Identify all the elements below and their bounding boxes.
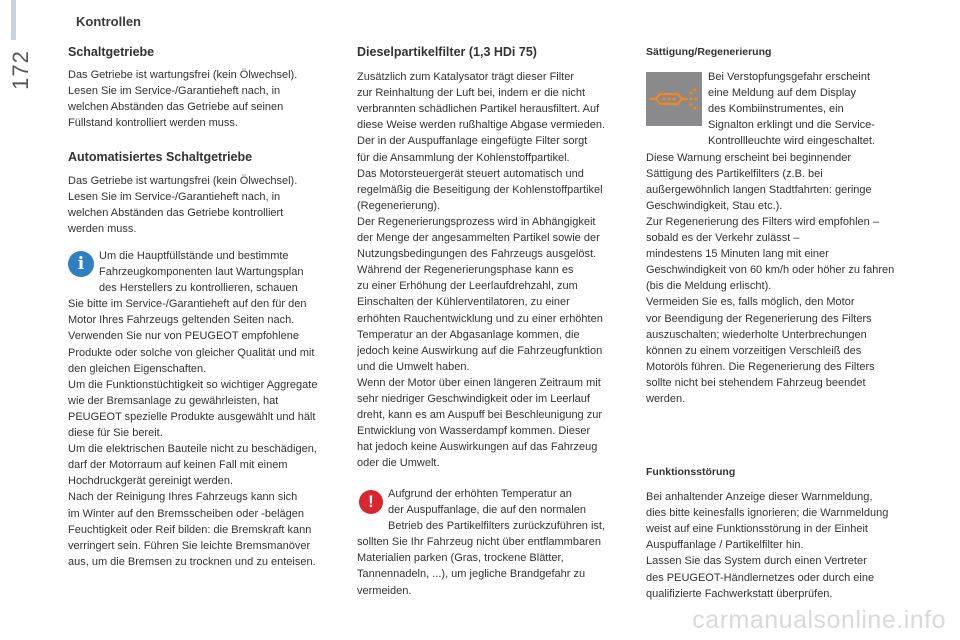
paragraph-funktionsstoerung xyxy=(646,489,918,602)
text-line: Tannennadeln, ...), um jegliche Brandgefahr zu xyxy=(357,568,586,581)
text-line: eine Meldung auf dem Display xyxy=(708,87,856,100)
text-line: Motor Ihres Fahrzeugs geltenden Seiten nach. xyxy=(68,314,295,327)
paragraph-saettigung xyxy=(646,150,918,408)
text-line: Nutzungsbedingungen des Fahrzeugs ausgelöst. xyxy=(357,248,597,261)
text-line: außergewöhnlich langen Stadtfahrten: geringe xyxy=(646,183,872,196)
text-line: sollte nicht bei stehendem Fahrzeug beendet xyxy=(646,376,866,389)
heading-funktionsstoerung: Funktionsstörung xyxy=(646,466,736,478)
text-line: diese für Sie bereit. xyxy=(68,427,163,440)
text-line: und die Umwelt haben. xyxy=(357,360,470,373)
text-line: Um die Hauptfüllstände und bestimmte xyxy=(99,250,289,262)
text-line: (Regenerierung). xyxy=(357,199,441,212)
warning-box xyxy=(357,486,629,599)
text-line: mindestens 15 Minuten lang mit einer xyxy=(646,248,829,261)
text-line: Geschwindigkeit, Stau etc.). xyxy=(646,199,783,212)
text-line: PEUGEOT spezielle Produkte ausgewählt und hält xyxy=(68,410,316,423)
text-line: weist auf eine Funktionsstörung in der Einheit xyxy=(646,523,868,536)
text-line: Diese Warnung erscheint bei beginnender xyxy=(646,151,852,164)
info-icon: i xyxy=(68,251,94,277)
text-line: (bis die Meldung erlischt). xyxy=(646,280,772,293)
info-text xyxy=(68,296,344,570)
text-line: Signalton erklingt und die Service- xyxy=(708,119,875,132)
info-text-indented xyxy=(68,248,344,296)
text-line: Motoröls führen. Die Regenerierung des Filters xyxy=(646,360,875,373)
text-line: Produkte oder solche von gleicher Qualität und mit xyxy=(68,346,315,359)
text-line: Lassen Sie das System durch einen Vertreter xyxy=(646,555,867,568)
text-line: Lesen Sie im Service-/Garantieheft nach, in xyxy=(68,190,281,203)
text-line: zur Reinhaltung der Luft bei, indem er die nicht xyxy=(357,87,586,100)
text-line: dreht, kann es am Auspuff bei Beschleunigung zur xyxy=(357,409,603,422)
text-line: wie der Bremsanlage zu gewährleisten, hat xyxy=(68,394,279,407)
column-3 xyxy=(646,44,918,407)
text-line: Das Getriebe ist wartungsfrei (kein Ölwechsel). xyxy=(68,174,298,187)
warning-text xyxy=(357,534,629,598)
text-line: auszuschalten; wiederholte Unterbrechungen xyxy=(646,328,867,341)
text-line: Kontrollleuchte wird eingeschaltet. xyxy=(708,135,875,148)
text-line: sobald es der Verkehr zulässt – xyxy=(646,232,800,245)
text-line: Temperatur an der Abgasanlage kommen, die xyxy=(357,328,580,341)
text-line: den gleichen Eigenschaften. xyxy=(68,362,207,375)
text-line: Betrieb des Partikelfilters zurückzuführen ist, xyxy=(388,520,606,533)
text-line: Das Getriebe ist wartungsfrei (kein Ölwechsel). xyxy=(68,69,298,82)
text-line: Bei anhaltender Anzeige dieser Warnmeldung, xyxy=(646,491,873,504)
column-2 xyxy=(357,44,629,471)
text-line: Nach der Reinigung Ihres Fahrzeugs kann sich xyxy=(68,491,298,504)
page-number: 172 xyxy=(8,50,33,90)
text-line: Während der Regenerierungsphase kann es xyxy=(357,264,574,277)
text-line: im Winter auf den Bremsscheiben oder -belägen xyxy=(68,507,305,520)
text-line: darf der Motorraum auf keinen Fall mit einem xyxy=(68,459,288,472)
text-line: Aufgrund der erhöhten Temperatur an xyxy=(388,488,572,500)
text-line: Um die elektrischen Bauteile nicht zu beschädigen, xyxy=(68,443,317,456)
text-line: Um die Funktionstüchtigkeit so wichtiger Aggregate xyxy=(68,378,318,391)
text-line: Hochdruckgerät gereinigt werden. xyxy=(68,475,234,488)
paragraph-schaltgetriebe xyxy=(68,67,344,131)
text-line: Sie bitte im Service-/Garantieheft auf den für den xyxy=(68,298,307,311)
text-line: Einschalten der Kühlerventilatoren, zu einer xyxy=(357,296,570,309)
text-line: verringert sein. Führen Sie leichte Bremsmanöver xyxy=(68,539,311,552)
page-section-title: Kontrollen xyxy=(76,14,141,29)
text-line: welchen Abständen das Getriebe kontrolliert xyxy=(68,206,284,219)
text-line: für die Ansammlung der Kohlenstoffpartikel. xyxy=(357,151,570,164)
text-line: Geschwindigkeit von 60 km/h oder höher zu fahren xyxy=(646,264,895,277)
text-line: Zusätzlich zum Katalysator trägt dieser Filter xyxy=(357,71,575,84)
text-line: Sättigung des Partikelfilters (z.B. bei xyxy=(646,167,823,180)
text-line: Fahrzeugkomponenten laut Wartungsplan xyxy=(99,266,304,279)
text-line: hat jedoch keine Auswirkungen auf das Fahrzeug xyxy=(357,441,598,454)
text-line: sollten Sie Ihr Fahrzeug nicht über entflammbaren xyxy=(357,536,601,549)
text-line: qualifizierte Fachwerkstatt überprüfen. xyxy=(646,587,833,600)
text-line: Entwicklung von Wasserdampf kommen. Dieser xyxy=(357,425,591,438)
text-line: Lesen Sie im Service-/Garantieheft nach, in xyxy=(68,85,281,98)
text-line: regelmäßig die Beseitigung der Kohlenstoffpartikel xyxy=(357,183,603,196)
watermark: carmanualsonline.info xyxy=(692,606,946,634)
column-1 xyxy=(68,44,344,237)
text-line: der Menge der angesammelten Partikel sowie der xyxy=(357,232,600,245)
text-line: Materialien parken (Gras, trockene Blätter, xyxy=(357,552,564,565)
warning-text-indented xyxy=(357,486,629,534)
text-line: Das Motorsteuergerät steuert automatisch und xyxy=(357,167,584,180)
column-3-lower xyxy=(646,464,918,602)
text-line: Füllstand kontrolliert werden muss. xyxy=(68,117,238,130)
paragraph-dieselpartikelfilter xyxy=(357,69,629,471)
text-line: Feuchtigkeit oder Reif bilden: die Bremskraft kann xyxy=(68,523,312,536)
text-line: vermeiden. xyxy=(357,584,412,597)
text-line: erhöhten Rauchentwicklung und zu einer erhöhten xyxy=(357,312,603,325)
header-accent-bar xyxy=(11,0,16,40)
text-line: sehr niedriger Geschwindigkeit oder im Leerlauf xyxy=(357,392,590,405)
text-line: Der in der Auspuffanlage eingefügte Filter sorgt xyxy=(357,135,588,148)
text-line: verbrannten schädlichen Partikel herausfiltert. Auf xyxy=(357,103,600,116)
text-line: werden. xyxy=(646,392,686,405)
text-line: dies bitte keinesfalls ignorieren; die Warnmeldung xyxy=(646,507,889,520)
text-line: vor Beendigung der Regenerierung des Filters xyxy=(646,312,872,325)
text-line: Verwenden Sie nur von PEUGEOT empfohlene xyxy=(68,330,299,343)
paragraph-automatisiertes-schaltgetriebe xyxy=(68,173,344,237)
text-line: können zu einem vorzeitigen Verschleiß des xyxy=(646,344,862,357)
text-line: Wenn der Motor über einen längeren Zeitraum mit xyxy=(357,376,601,389)
exclamation-icon: ! xyxy=(359,490,383,514)
text-line: Der Regenerierungsprozess wird in Abhängigkeit xyxy=(357,215,596,228)
heading-schaltgetriebe: Schaltgetriebe xyxy=(68,45,155,59)
text-line: werden muss. xyxy=(68,222,137,235)
text-line: des Kombiinstrumentes, ein xyxy=(708,103,844,116)
text-line: Auspuffanlage / Partikelfilter hin. xyxy=(646,539,804,552)
text-line: jedoch keine Auswirkung auf die Fahrzeugfunktion xyxy=(357,344,603,357)
text-line: Bei Verstopfungsgefahr erscheint xyxy=(708,71,871,84)
text-line: welchen Abständen das Getriebe auf seinen xyxy=(68,101,284,114)
text-line: oder die Umwelt. xyxy=(357,457,440,470)
text-line: diese Weise werden rußhaltige Abgase vermieden. xyxy=(357,119,606,132)
heading-saettigung-regenerierung: Sättigung/Regenerierung xyxy=(646,46,772,58)
text-line: der Auspuffanlage, die auf den normalen xyxy=(388,504,586,517)
particle-filter-warning-icon xyxy=(646,72,702,126)
text-line: des PEUGEOT-Händlernetzes oder durch eine xyxy=(646,571,875,584)
heading-automatisiertes-schaltgetriebe: Automatisiertes Schaltgetriebe xyxy=(68,150,253,165)
text-line: des Herstellers zu kontrollieren, schauen xyxy=(99,282,298,295)
info-box xyxy=(68,248,344,570)
heading-dieselpartikelfilter: Dieselpartikelfilter (1,3 HDi 75) xyxy=(357,45,537,59)
text-line: Zur Regenerierung des Filters wird empfohlen – xyxy=(646,215,879,228)
text-line: aus, um die Bremsen zu trocknen und zu enteisen. xyxy=(68,555,316,568)
text-line: zu einer Erhöhung der Leerlaufdrehzahl, zum xyxy=(357,280,578,293)
text-line: Vermeiden Sie es, falls möglich, den Motor xyxy=(646,296,855,309)
